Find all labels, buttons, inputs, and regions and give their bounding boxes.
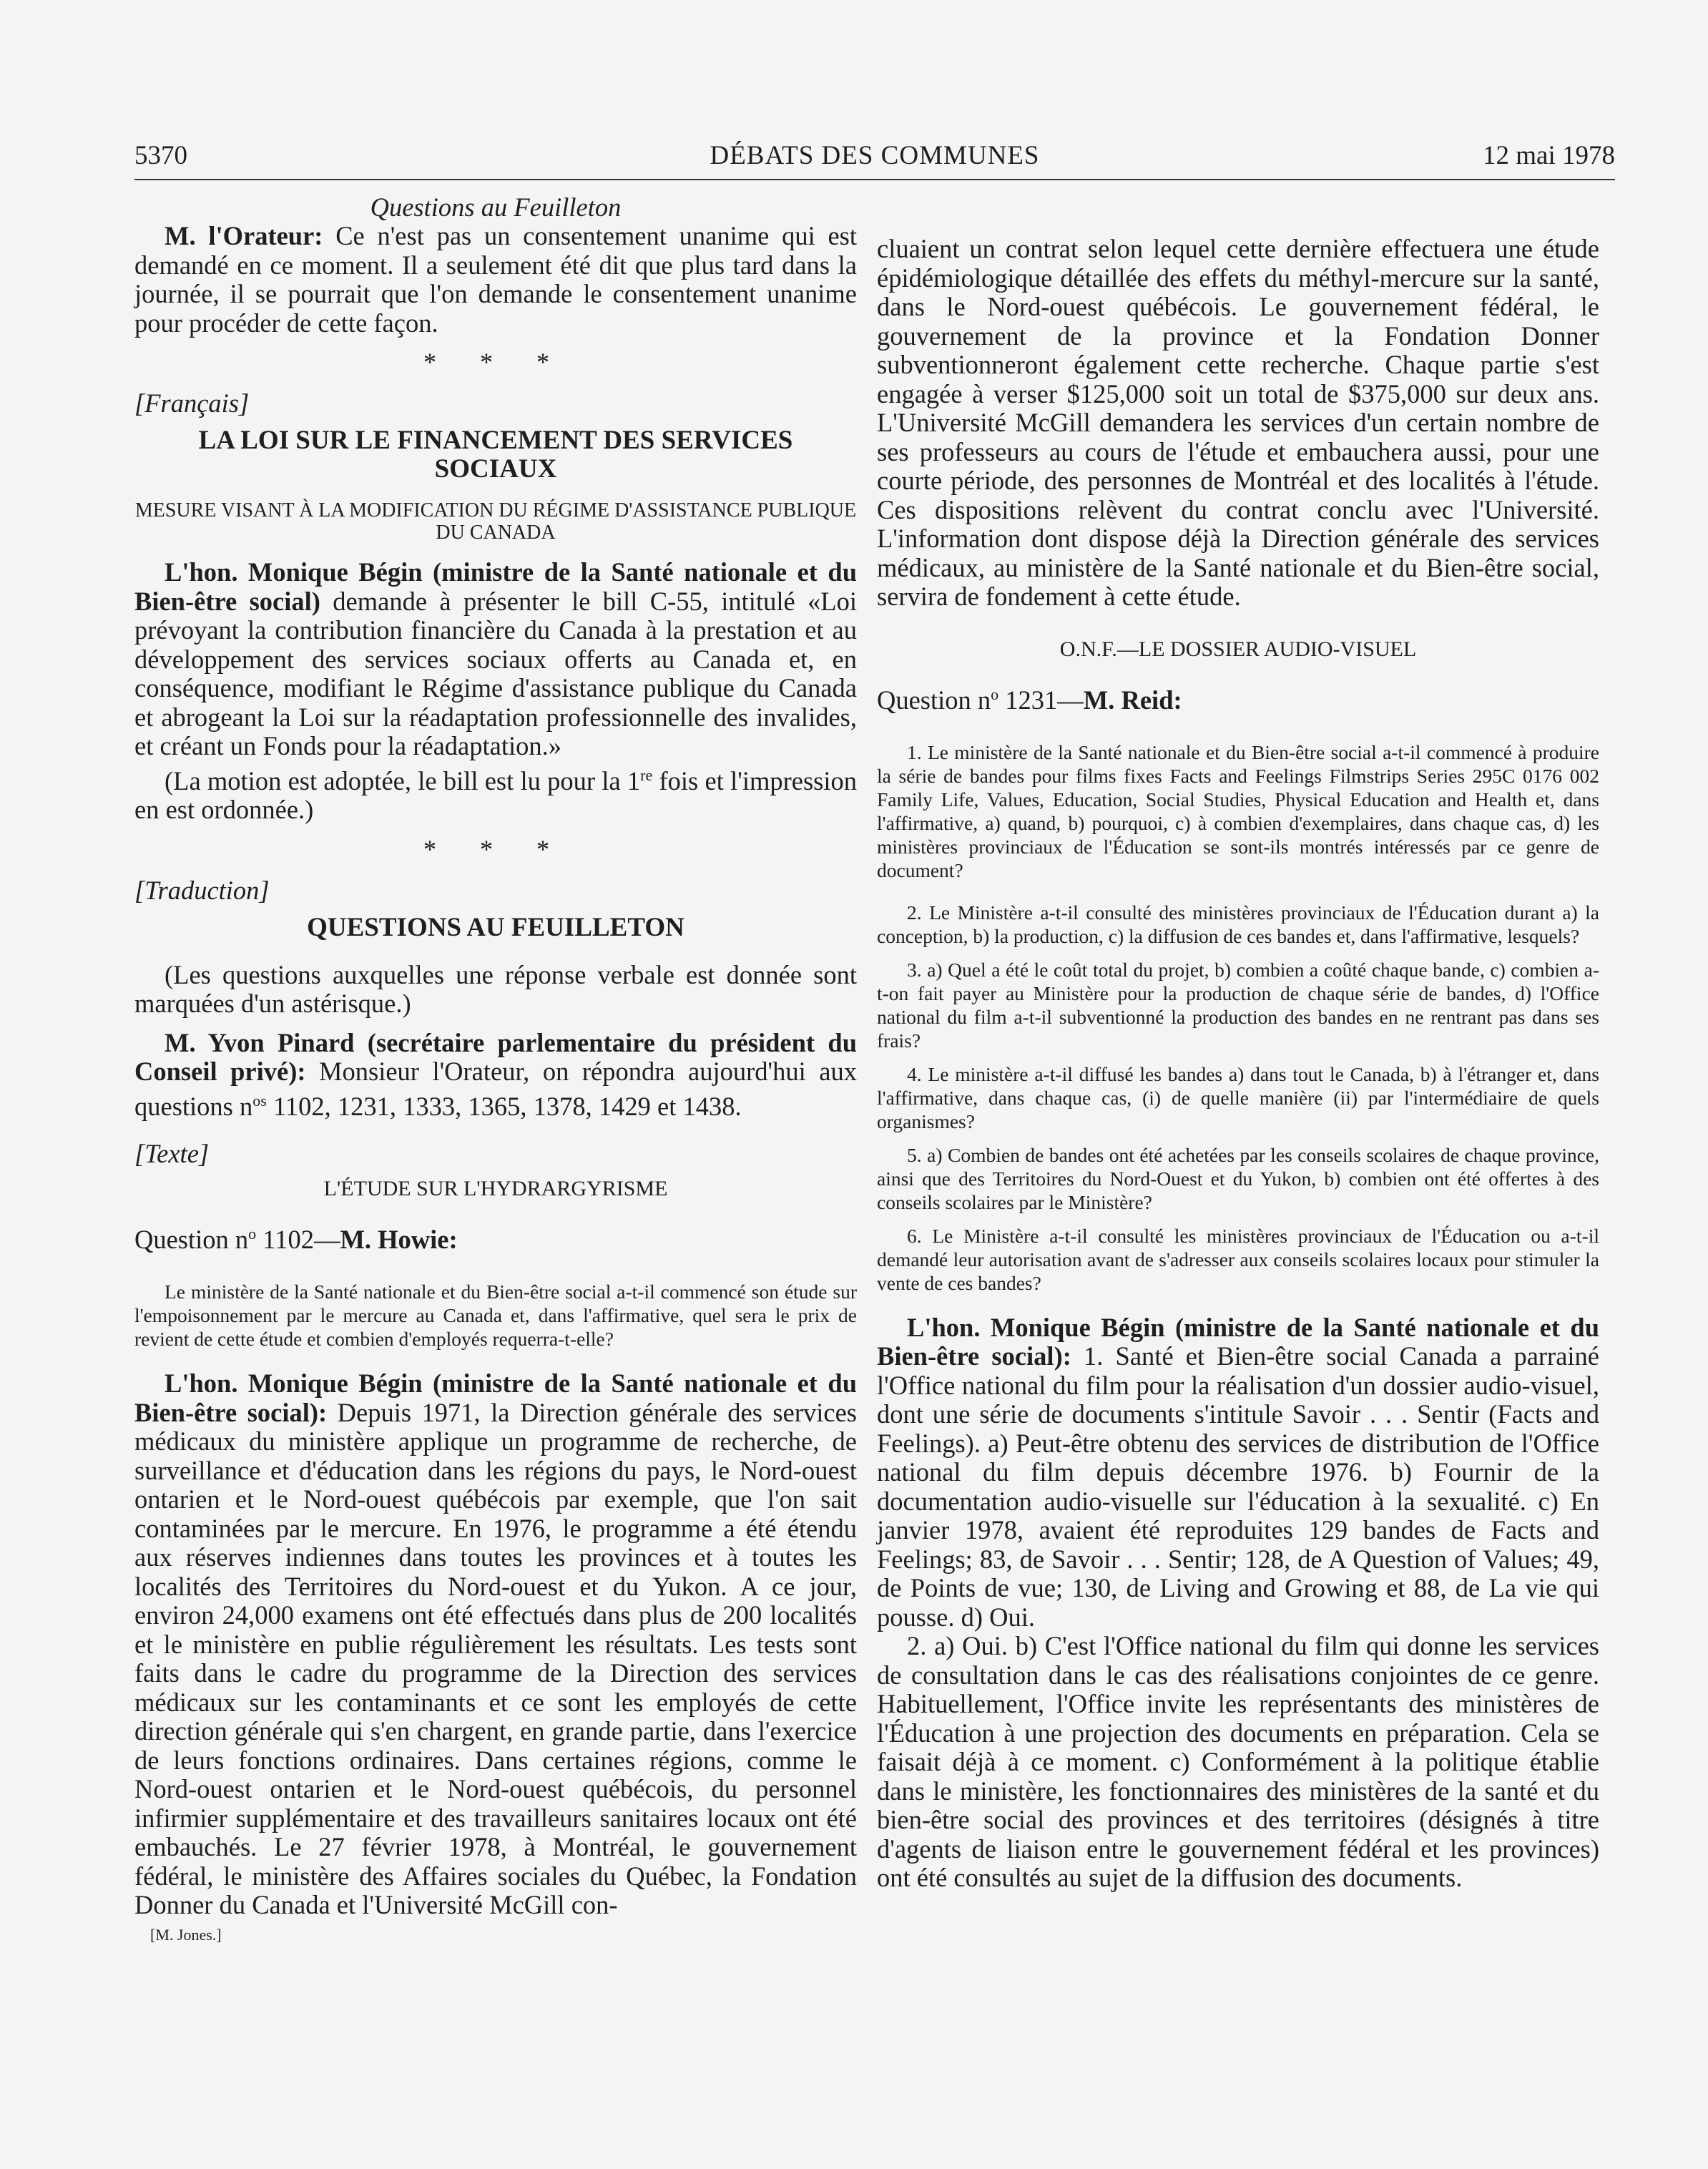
speaker-name: L'hon. Monique Bégin (ministre de la Santé nationale et du Bien-être social):	[134, 1369, 857, 1427]
section-onf-dossier: O.N.F.—LE DOSSIER AUDIO-VISUEL	[1059, 637, 1417, 661]
question-1102-text: Le ministère de la Santé nationale et du Bien-être social a-t-il commencé son étude sur l'empoisonnement par le mercure au Canada et, dans l'affirmative, quel sera le prix de revient de cette étude et combien d'employés requerra-t-elle?	[134, 1281, 857, 1351]
speaker-name: M. l'Orateur:	[165, 221, 323, 250]
question-1102-line: Question $n^o$ 1102—M. Howie:	[134, 1225, 458, 1255]
page-number: 5370	[134, 141, 187, 170]
speech-begin-mercure	[134, 1369, 857, 1920]
speaker-name: M. Yvon Pinard (secrétaire parlementaire du président du Conseil privé):	[134, 1027, 857, 1087]
publication-title: DÉBATS DES COMMUNES	[710, 141, 1040, 170]
left-column	[134, 193, 857, 1944]
speech-text: Depuis 1971, la Direction générale des services médicaux du ministère applique un programme de recherche, de surveillance et d'éducation dans les régions du pays, le Nord-ouest ontarien et le Nord-ouest québécois par exemple, que l'on sait contaminées par le mercure. En 1976, le programme a été étendu aux réserves indiennes dans toutes les provinces et à toutes les localités des Territoires du Nord-ouest et du Yukon. A ce jour, environ 24,000 examens ont été effectués dans plus de 200 localités et le ministère en publie régulièrement les résultats. Les tests sont faits dans le cadre du programme de la Direction des services médicaux sur les contaminants et ce sont les employés de cette direction générale qui s'en chargent, en grande partie, dans l'exercice de leurs fonctions ordinaires. Dans certaines régions, comme le Nord-ouest ontarien et le Nord-ouest québécois, du personnel infirmier supplémentaire et des travailleurs sanitaires locaux ont été embauchés. Le 27 février 1978, à Montréal, le gouvernement fédéral, le ministère des Affaires sociales du Québec, la Fondation Donner du Canada et l'Université McGill con-	[134, 1397, 857, 1920]
member-name: M. Reid:	[1083, 685, 1182, 715]
section-separator: * * *	[423, 348, 568, 376]
subquestion-2: 2. Le Ministère a-t-il consulté des ministères provinciaux de l'Éducation durant a) la conception, b) la production, c) la diffusion de ces bandes et, dans l'affirmative, lesquels?	[877, 901, 1599, 947]
section-separator: * * *	[423, 834, 568, 863]
member-name: M. Howie:	[340, 1225, 458, 1255]
running-header	[134, 136, 1615, 180]
subheading-mesure: MESURE VISANT À LA MODIFICATION DU RÉGIME D'ASSISTANCE PUBLIQUE DU CANADA	[134, 499, 857, 544]
subquestion-4: 4. Le ministère a-t-il diffusé les bandes a) dans tout le Canada, b) à l'étranger et, dans l'affirmative, dans chaque cas, (i) de quelle manière (ii) par l'intermédiaire de quels organismes?	[877, 1062, 1599, 1132]
speech-orateur	[134, 222, 857, 338]
speech-pinard: M. Yvon Pinard (secrétaire parlementaire du président du Conseil privé): Monsieur l'Orateur, on répondra aujourd'hui aux questions $n^{os}$ 1102, 1231, 1333, 1365, 1378, 1429 et 1438.	[134, 1027, 857, 1121]
speaker-name: L'hon. Monique Bégin (ministre de la Santé nationale et du Bien-être social):	[877, 1312, 1599, 1371]
language-marker-francais: [Français]	[134, 388, 250, 418]
column-heading: Questions au Feuilleton	[370, 192, 622, 222]
reporter-signature: [M. Jones.]	[150, 1925, 222, 1944]
subquestion-3: 3. a) Quel a été le coût total du projet, b) combien a coûté chaque bande, c) combien a-t-on fait payer au Ministère pour la production de chaque série de bandes, d) l'Office national du film a-t-il subventionné la production des bandes en ne rentrant pas dans ses frais?	[877, 958, 1599, 1052]
answer-2: 2. a) Oui. b) C'est l'Office national du film qui donne les services de consultation dans le cas des réalisations conjointes de ce genre. Habituellement, l'Office invite les représentants des ministères de l'Éducation à une projection des documents en préparation. Cela se faisait déjà à ce moment. c) Conformément à la politique établie dans le ministère, les fonctionnaires des ministères de la santé et du bien-être social des provinces et des territoires (désignés à titre d'agents de liaison entre le gouvernement fédéral et les provinces) ont été consultés au sujet de la diffusion des documents.	[877, 1631, 1599, 1893]
speech-text: demande à présenter le bill C-55, intitulé «Loi prévoyant la contribution financière du Canada à la prestation et au développement des services sociaux offerts au Canada et, en conséquence, modifiant le Régime d'assistance publique du Canada et abrogeant la Loi sur la réadaptation professionnelle des invalides, et créant un Fonds pour la réadaptation.»	[134, 586, 857, 760]
section-hydrargyrisme: L'ÉTUDE SUR L'HYDRARGYRISME	[323, 1177, 668, 1201]
headline-questions-feuilleton: QUESTIONS AU FEUILLETON	[307, 912, 684, 942]
subquestion-6: 6. Le Ministère a-t-il consulté les ministères provinciaux de l'Éducation ou a-t-il demandé leur autorisation avant de s'adresser aux conseils scolaires locaux pour stimuler la vente de ces bandes?	[877, 1224, 1599, 1294]
speech-text: Ce n'est pas un consentement unanime qui est demandé en ce moment. Il a seulement été dit que plus tard dans la journée, il se pourrait que l'on demande le consentement unanime pour procéder de cette façon.	[134, 221, 857, 338]
speaker-name: L'hon. Monique Bégin (ministre de la Santé nationale et du Bien-être social)	[134, 557, 857, 616]
speech-begin-bill	[134, 558, 857, 761]
note-asterisque: (Les questions auxquelles une réponse verbale est donnée sont marquées d'un astérisque.)	[134, 959, 857, 1019]
speech-begin-onf	[877, 1313, 1599, 1632]
headline-financement-services-sociaux: LA LOI SUR LE FINANCEMENT DES SERVICES SOCIAUX	[198, 426, 793, 484]
motion-adopted: (La motion est adoptée, le bill est lu pour la 1re fois et l'impression en est ordonnée.)	[134, 765, 858, 825]
right-column	[877, 235, 1599, 1893]
language-marker-texte: [Texte]	[134, 1139, 210, 1169]
subquestion-1: 1. Le ministère de la Santé nationale et du Bien-être social a-t-il commencé à produire la série de bandes pour films fixes Facts and Feelings Filmstrips Series 295C 0176 002 Family Life, Values, Education, Social Studies, Physical Education and Health et, dans l'affirmative, a) quand, b) pourquoi, c) à combien d'exemplaires, dans chaque cas, d) les ministères provinciaux de l'Éducation se sont-ils montrés intéressés par ce genre de document?	[877, 740, 1599, 881]
question-1231-line: Question $n^o$ 1231—M. Reid:	[877, 685, 1182, 715]
language-marker-traduction: [Traduction]	[134, 875, 270, 905]
speech-begin-mercure-continued: cluaient un contrat selon lequel cette dernière effectuera une étude épidémiologique détaillée des effets du méthyl-mercure sur la santé, dans le Nord-ouest québécois. Le gouvernement fédéral, le gouvernement de la province et la Fondation Donner subventionneront également cette recherche. Chaque partie s'est engagée à verser $125,000 soit un total de $375,000 sur deux ans. L'Université McGill demandera les services d'un certain nombre de ses professeurs au cours de l'étude et embauchera aussi, pour une courte période, des personnes de Montréal et des localités à l'étude. Ces dispositions relèvent du contrat conclu avec l'Université. L'information dont dispose déjà la Direction générale des services médicaux, au ministère de la Santé nationale et du Bien-être social, servira de fondement à cette étude.	[877, 234, 1599, 611]
issue-date: 12 mai 1978	[1483, 141, 1615, 170]
speech-text: 1. Santé et Bien-être social Canada a parrainé l'Office national du film pour la réalisation d'un dossier audio-visuel, dont une série de documents s'intitule Savoir . . . Sentir (Facts and Feelings). a) Peut-être obtenu des services de distribution de l'Office national du film depuis décembre 1976. b) Fournir de la documentation audio-visuelle sur l'éducation à la sexualité. c) En janvier 1978, avaient été reproduites 129 bandes de Facts and Feelings; 83, de Savoir . . . Sentir; 128, de A Question of Values; 49, de Points de vue; 130, de Living and Growing et 88, de La vie qui pousse. d) Oui.	[877, 1341, 1600, 1632]
subquestion-5: 5. a) Combien de bandes ont été achetées par les conseils scolaires de chaque province, ainsi que des Territoires du Nord-Ouest et du Yukon, b) combien ont été offertes à des conseils scolaires par le Ministère?	[877, 1143, 1599, 1213]
